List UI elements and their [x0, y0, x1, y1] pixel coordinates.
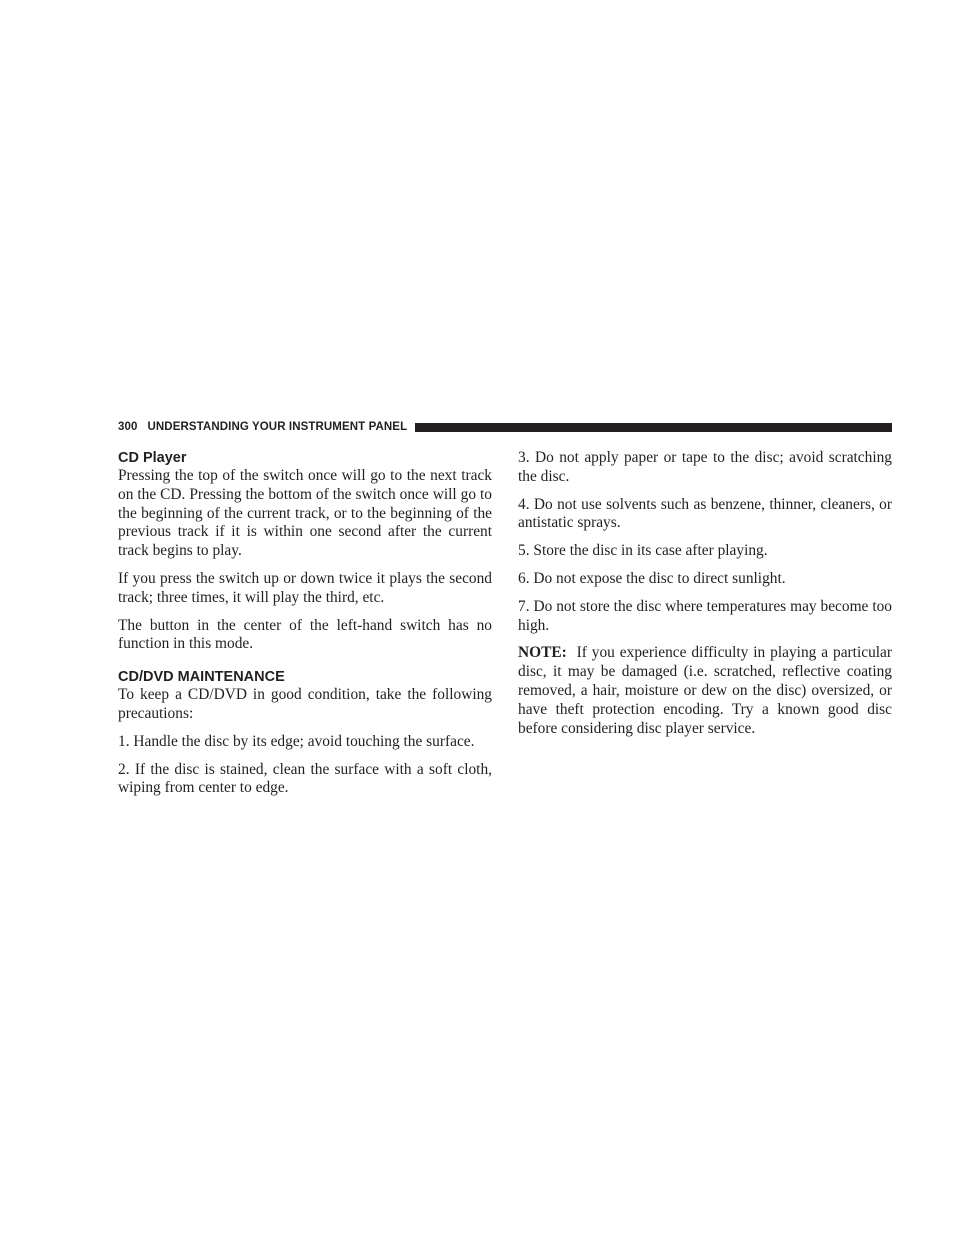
- maintenance-intro: To keep a CD/DVD in good condition, take the following precautions:: [118, 686, 492, 722]
- right-column: [518, 448, 892, 747]
- maintenance-step-6: 6. Do not expose the disc to direct sunlight.: [518, 569, 786, 587]
- cd-paragraph-1: Pressing the top of the switch once will go to the next track on the CD. Pressing the bottom of the switch once will go to the beginning of the current track, or to the beginning of the previous track if it is within one second after the current track begins to play.: [118, 467, 492, 560]
- page-number: 300: [118, 421, 138, 433]
- page-header: [118, 419, 892, 435]
- maintenance-step-3: 3. Do not apply paper or tape to the disc; avoid scratching the disc.: [518, 449, 892, 485]
- running-title: UNDERSTANDING YOUR INSTRUMENT PANEL: [147, 421, 408, 433]
- cd-paragraph-2: If you press the switch up or down twice it plays the second track; three times, it will play the third, etc.: [118, 569, 492, 606]
- maintenance-step-5: 5. Store the disc in its case after playing.: [518, 542, 768, 560]
- left-column: [118, 448, 492, 807]
- maintenance-heading: CD/DVD MAINTENANCE: [118, 669, 285, 686]
- cd-paragraph-3: The button in the center of the left-hand switch has no function in this mode.: [118, 616, 492, 653]
- maintenance-step-4: 4. Do not use solvents such as benzene, thinner, cleaners, or antistatic sprays.: [518, 495, 892, 532]
- note-text: If you experience difficulty in playing a particular disc, it may be damaged (i.e. scratched, reflective coating removed, a hair, moisture or dew on the disc) oversized, or have theft protection encoding. Try a known good disc before considering disc player service.: [518, 644, 892, 737]
- note-paragraph: [518, 644, 892, 738]
- maintenance-step-1: 1. Handle the disc by its edge; avoid touching the surface.: [118, 732, 475, 750]
- note-label: NOTE:: [518, 644, 567, 662]
- maintenance-step-7: 7. Do not store the disc where temperatures may become too high.: [518, 597, 892, 634]
- header-rule-bar: [415, 423, 892, 432]
- cd-player-heading: CD Player: [118, 450, 187, 466]
- maintenance-step-2: 2. If the disc is stained, clean the surface with a soft cloth, wiping from center to edge.: [118, 760, 492, 797]
